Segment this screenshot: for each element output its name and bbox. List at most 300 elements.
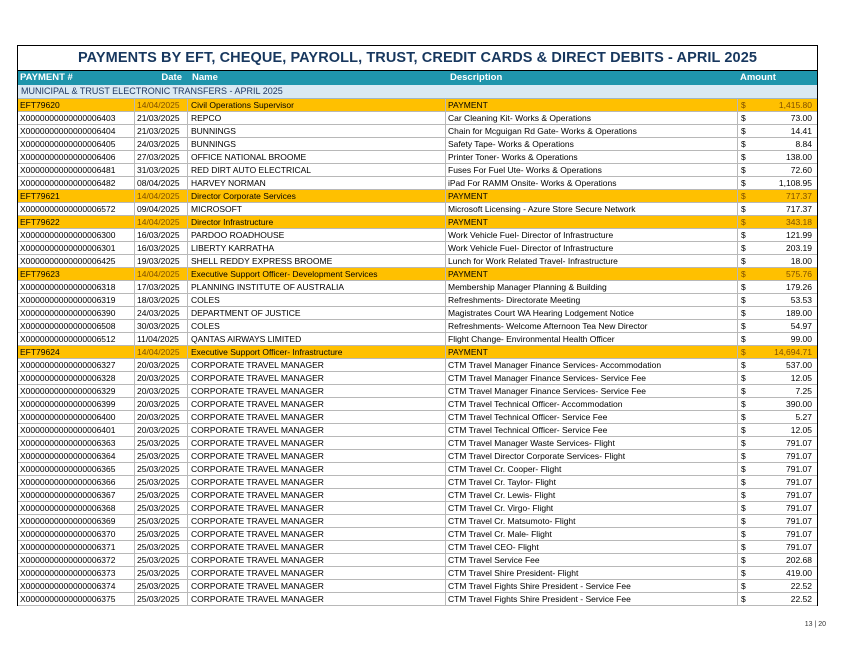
amount-value: 791.07: [786, 529, 812, 539]
currency-symbol: $: [741, 594, 746, 604]
table-row: [18, 255, 817, 268]
description-cell: CTM Travel Technical Officer- Service Fee: [446, 424, 738, 436]
payment-id-cell: X0000000000000006366: [18, 476, 135, 488]
amount-value: 1,415.80: [778, 100, 812, 110]
table-row: [18, 359, 817, 372]
name-cell: COLES: [188, 294, 446, 306]
name-cell: CORPORATE TRAVEL MANAGER: [188, 437, 446, 449]
date-cell: 25/03/2025: [135, 528, 188, 540]
description-cell: Membership Manager Planning & Building: [446, 281, 738, 293]
payment-id-cell: EFT79621: [18, 190, 135, 202]
currency-symbol: $: [741, 360, 746, 370]
amount-value: 72.60: [790, 165, 812, 175]
payments-table: [17, 45, 818, 606]
currency-symbol: $: [741, 100, 746, 110]
amount-cell: [738, 489, 817, 501]
table-row: [18, 125, 817, 138]
payment-id-cell: X0000000000000006512: [18, 333, 135, 345]
currency-symbol: $: [741, 126, 746, 136]
table-row: [18, 437, 817, 450]
date-cell: 20/03/2025: [135, 424, 188, 436]
payment-id-cell: X0000000000000006363: [18, 437, 135, 449]
name-cell: CORPORATE TRAVEL MANAGER: [188, 398, 446, 410]
date-cell: 16/03/2025: [135, 229, 188, 241]
name-cell: CORPORATE TRAVEL MANAGER: [188, 476, 446, 488]
amount-cell: [738, 515, 817, 527]
currency-symbol: $: [741, 269, 746, 279]
currency-symbol: $: [741, 425, 746, 435]
name-cell: COLES: [188, 320, 446, 332]
description-cell: CTM Travel Cr. Matsumoto- Flight: [446, 515, 738, 527]
payment-id-cell: X0000000000000006368: [18, 502, 135, 514]
name-cell: Civil Operations Supervisor: [188, 99, 446, 111]
table-row: [18, 112, 817, 125]
amount-value: 791.07: [786, 542, 812, 552]
currency-symbol: $: [741, 230, 746, 240]
description-cell: CTM Travel Cr. Cooper- Flight: [446, 463, 738, 475]
currency-symbol: $: [741, 191, 746, 201]
payment-id-cell: EFT79622: [18, 216, 135, 228]
currency-symbol: $: [741, 555, 746, 565]
eft-payment-row: [18, 268, 817, 281]
date-cell: 19/03/2025: [135, 255, 188, 267]
payment-id-cell: X0000000000000006371: [18, 541, 135, 553]
name-cell: CORPORATE TRAVEL MANAGER: [188, 515, 446, 527]
currency-symbol: $: [741, 451, 746, 461]
amount-cell: [738, 281, 817, 293]
amount-cell: [738, 138, 817, 150]
date-cell: 25/03/2025: [135, 541, 188, 553]
currency-symbol: $: [741, 464, 746, 474]
name-cell: CORPORATE TRAVEL MANAGER: [188, 450, 446, 462]
currency-symbol: $: [741, 529, 746, 539]
amount-value: 12.05: [790, 373, 812, 383]
description-cell: Work Vehicle Fuel- Director of Infrastructure: [446, 229, 738, 241]
payment-id-cell: X0000000000000006327: [18, 359, 135, 371]
date-cell: 31/03/2025: [135, 164, 188, 176]
amount-cell: [738, 593, 817, 605]
table-row: [18, 307, 817, 320]
amount-cell: [738, 411, 817, 423]
name-cell: CORPORATE TRAVEL MANAGER: [188, 411, 446, 423]
amount-value: 14,694.71: [774, 347, 812, 357]
amount-cell: [738, 151, 817, 163]
currency-symbol: $: [741, 373, 746, 383]
currency-symbol: $: [741, 399, 746, 409]
payment-id-cell: X0000000000000006367: [18, 489, 135, 501]
description-cell: Flight Change- Environmental Health Officer: [446, 333, 738, 345]
amount-value: 99.00: [790, 334, 812, 344]
date-cell: 18/03/2025: [135, 294, 188, 306]
name-cell: CORPORATE TRAVEL MANAGER: [188, 528, 446, 540]
date-cell: 25/03/2025: [135, 580, 188, 592]
header-description: Description: [446, 71, 738, 85]
amount-cell: [738, 346, 817, 358]
name-cell: SHELL REDDY EXPRESS BROOME: [188, 255, 446, 267]
description-cell: Safety Tape- Works & Operations: [446, 138, 738, 150]
payment-id-cell: X0000000000000006369: [18, 515, 135, 527]
eft-payment-row: [18, 99, 817, 112]
payment-id-cell: X0000000000000006508: [18, 320, 135, 332]
table-row: [18, 242, 817, 255]
payment-id-cell: EFT79623: [18, 268, 135, 280]
name-cell: CORPORATE TRAVEL MANAGER: [188, 567, 446, 579]
payment-id-cell: X0000000000000006405: [18, 138, 135, 150]
currency-symbol: $: [741, 321, 746, 331]
payment-id-cell: X0000000000000006301: [18, 242, 135, 254]
date-cell: 25/03/2025: [135, 450, 188, 462]
page-number: 13 | 20: [804, 621, 826, 628]
description-cell: Lunch for Work Related Travel- Infrastructure: [446, 255, 738, 267]
table-row: [18, 489, 817, 502]
payment-id-cell: X0000000000000006370: [18, 528, 135, 540]
header-date: Date: [135, 71, 188, 85]
table-row: [18, 463, 817, 476]
table-row: [18, 320, 817, 333]
currency-symbol: $: [741, 542, 746, 552]
date-cell: 20/03/2025: [135, 372, 188, 384]
date-cell: 20/03/2025: [135, 359, 188, 371]
amount-cell: [738, 320, 817, 332]
amount-value: 791.07: [786, 477, 812, 487]
name-cell: CORPORATE TRAVEL MANAGER: [188, 593, 446, 605]
header-name: Name: [188, 71, 446, 85]
amount-value: 791.07: [786, 490, 812, 500]
payment-id-cell: X0000000000000006364: [18, 450, 135, 462]
description-cell: Refreshments- Directorate Meeting: [446, 294, 738, 306]
name-cell: DEPARTMENT OF JUSTICE: [188, 307, 446, 319]
name-cell: CORPORATE TRAVEL MANAGER: [188, 385, 446, 397]
table-body: [18, 99, 817, 606]
currency-symbol: $: [741, 581, 746, 591]
description-cell: CTM Travel Manager Finance Services- Service Fee: [446, 385, 738, 397]
description-cell: CTM Travel Fights Shire President - Service Fee: [446, 593, 738, 605]
amount-value: 121.99: [786, 230, 812, 240]
table-row: [18, 567, 817, 580]
currency-symbol: $: [741, 139, 746, 149]
amount-value: 717.37: [786, 204, 812, 214]
currency-symbol: $: [741, 243, 746, 253]
description-cell: PAYMENT: [446, 268, 738, 280]
description-cell: CTM Travel Manager Finance Services- Accommodation: [446, 359, 738, 371]
payment-id-cell: X0000000000000006390: [18, 307, 135, 319]
table-row: [18, 502, 817, 515]
name-cell: Executive Support Officer- Infrastructure: [188, 346, 446, 358]
description-cell: CTM Travel Technical Officer- Service Fee: [446, 411, 738, 423]
table-row: [18, 281, 817, 294]
currency-symbol: $: [741, 282, 746, 292]
table-row: [18, 333, 817, 346]
description-cell: Work Vehicle Fuel- Director of Infrastructure: [446, 242, 738, 254]
currency-symbol: $: [741, 308, 746, 318]
date-cell: 08/04/2025: [135, 177, 188, 189]
date-cell: 25/03/2025: [135, 476, 188, 488]
payment-id-cell: X0000000000000006300: [18, 229, 135, 241]
amount-cell: [738, 476, 817, 488]
payment-id-cell: X0000000000000006318: [18, 281, 135, 293]
amount-cell: [738, 99, 817, 111]
date-cell: 27/03/2025: [135, 151, 188, 163]
currency-symbol: $: [741, 503, 746, 513]
currency-symbol: $: [741, 152, 746, 162]
amount-cell: [738, 268, 817, 280]
date-cell: 25/03/2025: [135, 437, 188, 449]
description-cell: CTM Travel Manager Finance Services- Service Fee: [446, 372, 738, 384]
amount-value: 390.00: [786, 399, 812, 409]
header-amount: Amount: [740, 72, 776, 83]
name-cell: HARVEY NORMAN: [188, 177, 446, 189]
date-cell: 25/03/2025: [135, 515, 188, 527]
payment-id-cell: X0000000000000006481: [18, 164, 135, 176]
table-row: [18, 203, 817, 216]
description-cell: Magistrates Court WA Hearing Lodgement Notice: [446, 307, 738, 319]
name-cell: PLANNING INSTITUTE OF AUSTRALIA: [188, 281, 446, 293]
date-cell: 25/03/2025: [135, 463, 188, 475]
currency-symbol: $: [741, 334, 746, 344]
currency-symbol: $: [741, 412, 746, 422]
currency-symbol: $: [741, 386, 746, 396]
currency-symbol: $: [741, 178, 746, 188]
name-cell: BUNNINGS: [188, 138, 446, 150]
name-cell: QANTAS AIRWAYS LIMITED: [188, 333, 446, 345]
name-cell: CORPORATE TRAVEL MANAGER: [188, 489, 446, 501]
amount-value: 717.37: [786, 191, 812, 201]
payment-id-cell: X0000000000000006328: [18, 372, 135, 384]
description-cell: CTM Travel CEO- Flight: [446, 541, 738, 553]
amount-value: 14.41: [790, 126, 812, 136]
amount-cell: [738, 398, 817, 410]
description-cell: CTM Travel Technical Officer- Accommodation: [446, 398, 738, 410]
payment-id-cell: X0000000000000006403: [18, 112, 135, 124]
amount-cell: [738, 528, 817, 540]
date-cell: 30/03/2025: [135, 320, 188, 332]
name-cell: CORPORATE TRAVEL MANAGER: [188, 463, 446, 475]
currency-symbol: $: [741, 165, 746, 175]
amount-value: 791.07: [786, 516, 812, 526]
table-row: [18, 164, 817, 177]
date-cell: 14/04/2025: [135, 216, 188, 228]
date-cell: 25/03/2025: [135, 489, 188, 501]
payment-id-cell: X0000000000000006401: [18, 424, 135, 436]
table-row: [18, 151, 817, 164]
date-cell: 25/03/2025: [135, 554, 188, 566]
table-row: [18, 528, 817, 541]
amount-cell: [738, 372, 817, 384]
table-row: [18, 294, 817, 307]
amount-value: 18.00: [790, 256, 812, 266]
payment-id-cell: X0000000000000006329: [18, 385, 135, 397]
payment-id-cell: X0000000000000006425: [18, 255, 135, 267]
date-cell: 14/04/2025: [135, 268, 188, 280]
amount-value: 537.00: [786, 360, 812, 370]
date-cell: 25/03/2025: [135, 502, 188, 514]
date-cell: 20/03/2025: [135, 398, 188, 410]
amount-cell: [738, 554, 817, 566]
table-row: [18, 372, 817, 385]
payment-id-cell: X0000000000000006404: [18, 125, 135, 137]
table-row: [18, 593, 817, 606]
amount-cell: [738, 203, 817, 215]
payment-id-cell: X0000000000000006374: [18, 580, 135, 592]
date-cell: 09/04/2025: [135, 203, 188, 215]
table-row: [18, 411, 817, 424]
currency-symbol: $: [741, 295, 746, 305]
date-cell: 16/03/2025: [135, 242, 188, 254]
amount-value: 1,108.95: [778, 178, 812, 188]
table-row: [18, 476, 817, 489]
amount-cell: [738, 450, 817, 462]
currency-symbol: $: [741, 568, 746, 578]
table-row: [18, 138, 817, 151]
amount-cell: [738, 567, 817, 579]
payment-id-cell: X0000000000000006399: [18, 398, 135, 410]
table-row: [18, 229, 817, 242]
amount-cell: [738, 112, 817, 124]
amount-cell: [738, 359, 817, 371]
amount-cell: [738, 294, 817, 306]
eft-payment-row: [18, 216, 817, 229]
date-cell: 25/03/2025: [135, 593, 188, 605]
table-header: [18, 71, 817, 85]
table-row: [18, 398, 817, 411]
amount-value: 5.27: [795, 412, 812, 422]
table-row: [18, 385, 817, 398]
amount-value: 53.53: [790, 295, 812, 305]
page-title: PAYMENTS BY EFT, CHEQUE, PAYROLL, TRUST, CREDIT CARDS & DIRECT DEBITS - APRIL 2025: [18, 46, 817, 71]
table-row: [18, 580, 817, 593]
amount-cell: [738, 216, 817, 228]
description-cell: CTM Travel Cr. Taylor- Flight: [446, 476, 738, 488]
description-cell: Car Cleaning Kit- Works & Operations: [446, 112, 738, 124]
description-cell: CTM Travel Cr. Virgo- Flight: [446, 502, 738, 514]
amount-value: 202.68: [786, 555, 812, 565]
date-cell: 14/04/2025: [135, 99, 188, 111]
currency-symbol: $: [741, 490, 746, 500]
name-cell: Executive Support Officer- Development Services: [188, 268, 446, 280]
amount-cell: [738, 541, 817, 553]
currency-symbol: $: [741, 477, 746, 487]
amount-value: 791.07: [786, 464, 812, 474]
amount-value: 189.00: [786, 308, 812, 318]
amount-value: 54.97: [790, 321, 812, 331]
date-cell: 24/03/2025: [135, 138, 188, 150]
name-cell: MICROSOFT: [188, 203, 446, 215]
description-cell: Printer Toner- Works & Operations: [446, 151, 738, 163]
table-row: [18, 554, 817, 567]
payment-id-cell: X0000000000000006319: [18, 294, 135, 306]
name-cell: OFFICE NATIONAL BROOME: [188, 151, 446, 163]
amount-value: 12.05: [790, 425, 812, 435]
payment-id-cell: X0000000000000006406: [18, 151, 135, 163]
table-row: [18, 515, 817, 528]
amount-value: 138.00: [786, 152, 812, 162]
amount-cell: [738, 177, 817, 189]
name-cell: Director Corporate Services: [188, 190, 446, 202]
description-cell: CTM Travel Fights Shire President - Service Fee: [446, 580, 738, 592]
amount-value: 22.52: [790, 581, 812, 591]
name-cell: CORPORATE TRAVEL MANAGER: [188, 580, 446, 592]
amount-cell: [738, 242, 817, 254]
payment-id-cell: X0000000000000006365: [18, 463, 135, 475]
description-cell: CTM Travel Shire President- Flight: [446, 567, 738, 579]
name-cell: CORPORATE TRAVEL MANAGER: [188, 541, 446, 553]
amount-cell: [738, 190, 817, 202]
amount-cell: [738, 125, 817, 137]
table-row: [18, 177, 817, 190]
date-cell: 20/03/2025: [135, 411, 188, 423]
payment-id-cell: X0000000000000006400: [18, 411, 135, 423]
amount-cell: [738, 502, 817, 514]
amount-cell: [738, 385, 817, 397]
amount-value: 22.52: [790, 594, 812, 604]
name-cell: BUNNINGS: [188, 125, 446, 137]
description-cell: Microsoft Licensing - Azure Store Secure Network: [446, 203, 738, 215]
name-cell: CORPORATE TRAVEL MANAGER: [188, 372, 446, 384]
payment-id-cell: EFT79620: [18, 99, 135, 111]
amount-cell: [738, 229, 817, 241]
amount-cell: [738, 424, 817, 436]
amount-value: 179.26: [786, 282, 812, 292]
date-cell: 21/03/2025: [135, 112, 188, 124]
name-cell: CORPORATE TRAVEL MANAGER: [188, 554, 446, 566]
payment-id-cell: X0000000000000006572: [18, 203, 135, 215]
table-row: [18, 450, 817, 463]
currency-symbol: $: [741, 217, 746, 227]
description-cell: CTM Travel Manager Waste Services- Flight: [446, 437, 738, 449]
amount-cell: [738, 580, 817, 592]
name-cell: Director Infrastructure: [188, 216, 446, 228]
description-cell: CTM Travel Cr. Lewis- Flight: [446, 489, 738, 501]
eft-payment-row: [18, 190, 817, 203]
description-cell: PAYMENT: [446, 99, 738, 111]
amount-value: 73.00: [790, 113, 812, 123]
amount-value: 8.84: [795, 139, 812, 149]
name-cell: CORPORATE TRAVEL MANAGER: [188, 424, 446, 436]
description-cell: Fuses For Fuel Ute- Works & Operations: [446, 164, 738, 176]
currency-symbol: $: [741, 113, 746, 123]
currency-symbol: $: [741, 438, 746, 448]
description-cell: Chain for Mcguigan Rd Gate- Works & Operations: [446, 125, 738, 137]
description-cell: CTM Travel Service Fee: [446, 554, 738, 566]
amount-cell: [738, 333, 817, 345]
payment-id-cell: X0000000000000006375: [18, 593, 135, 605]
table-row: [18, 424, 817, 437]
amount-value: 791.07: [786, 503, 812, 513]
amount-cell: [738, 307, 817, 319]
date-cell: 17/03/2025: [135, 281, 188, 293]
date-cell: 14/04/2025: [135, 190, 188, 202]
amount-value: 791.07: [786, 451, 812, 461]
description-cell: PAYMENT: [446, 190, 738, 202]
amount-value: 203.19: [786, 243, 812, 253]
date-cell: 20/03/2025: [135, 385, 188, 397]
date-cell: 24/03/2025: [135, 307, 188, 319]
payment-id-cell: EFT79624: [18, 346, 135, 358]
currency-symbol: $: [741, 204, 746, 214]
date-cell: 14/04/2025: [135, 346, 188, 358]
description-cell: iPad For RAMM Onsite- Works & Operations: [446, 177, 738, 189]
amount-value: 343.18: [786, 217, 812, 227]
description-cell: PAYMENT: [446, 216, 738, 228]
currency-symbol: $: [741, 256, 746, 266]
description-cell: PAYMENT: [446, 346, 738, 358]
amount-value: 419.00: [786, 568, 812, 578]
amount-value: 7.25: [795, 386, 812, 396]
amount-value: 575.76: [786, 269, 812, 279]
payment-id-cell: X0000000000000006482: [18, 177, 135, 189]
currency-symbol: $: [741, 347, 746, 357]
name-cell: PARDOO ROADHOUSE: [188, 229, 446, 241]
